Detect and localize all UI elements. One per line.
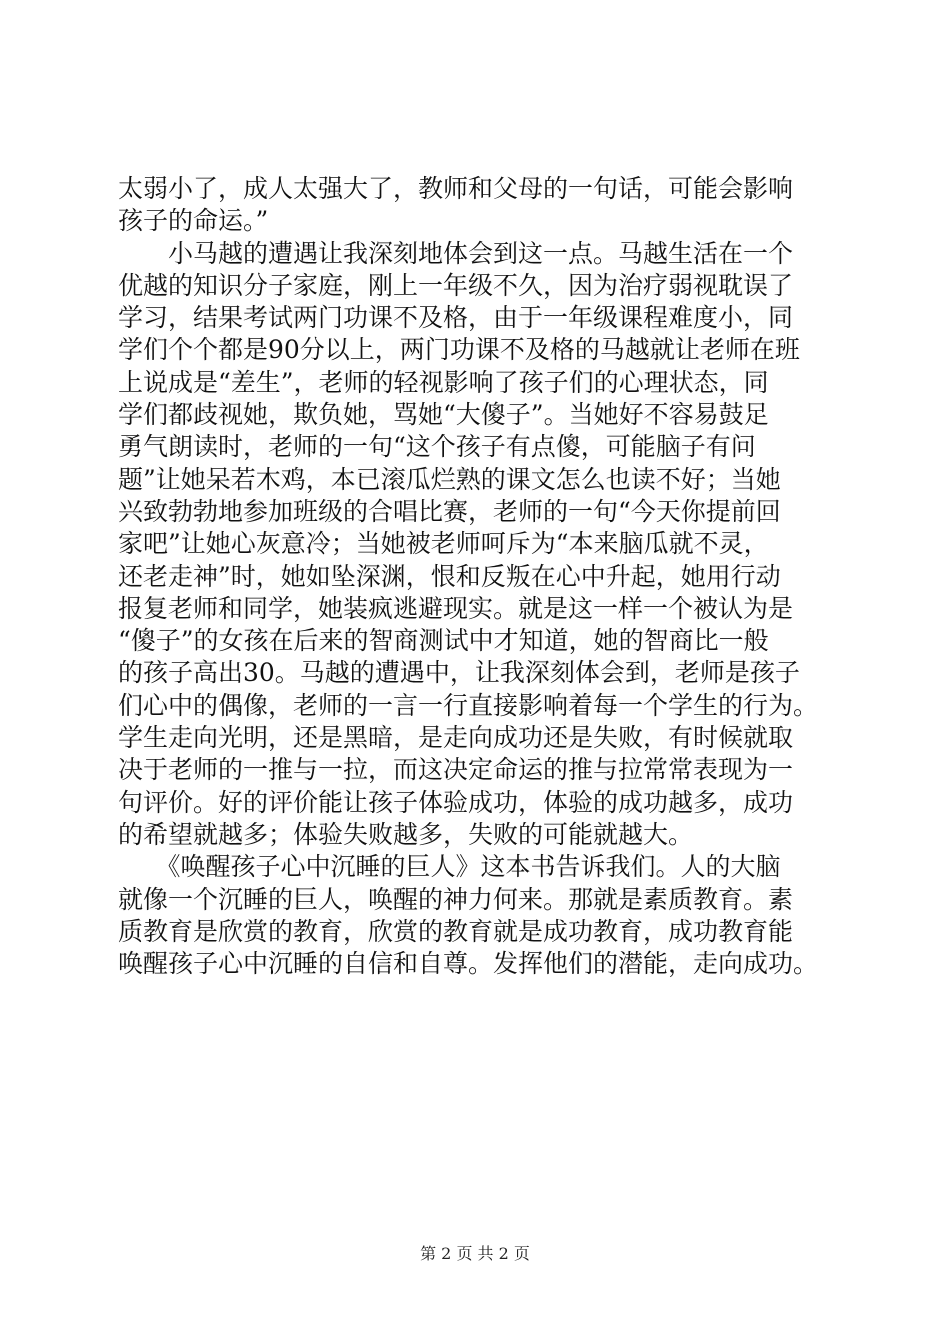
text-line: 题”让她呆若木鸡，本已滚瓜烂熟的课文怎么也读不好；当她 [118,464,781,494]
text-line: 学们个个都是90分以上，两门功课不及格的马越就让老师在班 [118,335,800,365]
text-line: 太弱小了，成人太强大了，教师和父母的一句话，可能会影响 [118,174,794,203]
page-number-footer: 第 2 页 共 2 页 [420,1244,530,1263]
text-line: 勇气朗读时，老师的一句“这个孩子有点傻，可能脑子有问 [118,432,756,462]
text-line: 的孩子高出30。马越的遭遇中，让我深刻体会到，老师是孩子 [118,658,800,688]
text-line: 学们都歧视她，欺负她，骂她“大傻子”。当她好不容易鼓足 [118,400,769,430]
text-line: 家吧”让她心灰意冷；当她被老师呵斥为“本来脑瓜就不灵， [118,529,769,559]
text-line: 们心中的偶像，老师的一言一行直接影响着每一个学生的行为。 [118,690,819,720]
text-line: 决于老师的一推与一拉，而这决定命运的推与拉常常表现为一 [118,755,794,785]
text-line: 学生走向光明，还是黑暗，是走向成功还是失败，有时候就取 [118,723,794,753]
text-line: 兴致勃勃地参加班级的合唱比赛，老师的一句“今天你提前回 [118,496,781,526]
text-line: “傻子”的女孩在后来的智商测试中才知道，她的智商比一般 [118,626,769,656]
body-text [118,173,848,980]
text-line: 报复老师和同学，她装疯逃避现实。就是这一样一个被认为是 [118,593,794,623]
text-line: 唤醒孩子心中沉睡的自信和自尊。发挥他们的潜能，走向成功。 [118,949,819,979]
text-line: 句评价。好的评价能让孩子体验成功，体验的成功越多，成功 [118,787,794,817]
text-line: 还老走神”时，她如坠深渊，恨和反叛在心中升起，她用行动 [118,561,781,591]
text-line: 《唤醒孩子心中沉睡的巨人》这本书告诉我们。人的大脑 [118,852,781,882]
text-line: 孩子的命运。” [118,206,269,236]
text-line: 的希望就越多；体验失败越多，失败的可能就越大。 [118,819,694,849]
text-line: 质教育是欣赏的教育，欣赏的教育就是成功教育，成功教育能 [118,916,794,946]
text-line: 就像一个沉睡的巨人，唤醒的神力何来。那就是素质教育。素 [118,884,794,914]
text-line: 小马越的遭遇让我深刻地体会到这一点。马越生活在一个 [118,238,794,268]
text-line: 学习，结果考试两门功课不及格，由于一年级课程难度小，同 [118,303,794,333]
text-line: 上说成是“差生”，老师的轻视影响了孩子们的心理状态，同 [118,367,769,397]
text-line: 优越的知识分子家庭，刚上一年级不久，因为治疗弱视耽误了 [118,270,794,300]
